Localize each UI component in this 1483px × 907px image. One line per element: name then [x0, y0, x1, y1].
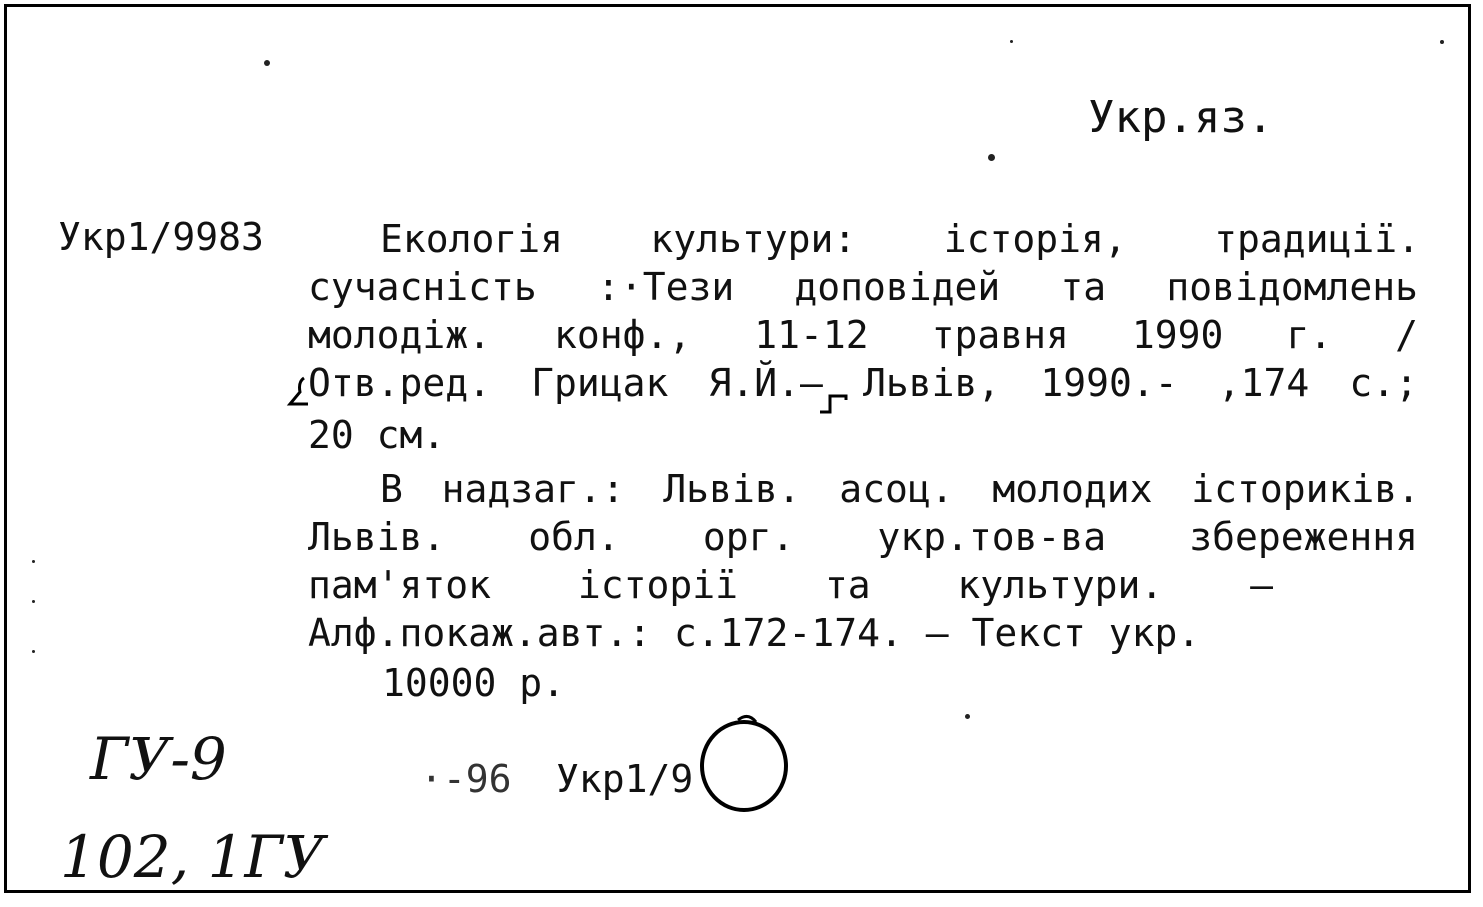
handwritten-note-1: ГУ-9 — [90, 725, 227, 793]
speck — [32, 600, 35, 603]
speck — [988, 154, 995, 161]
speck — [965, 714, 970, 719]
note-line-1: В надзаг.: Львів. асоц. молодих істориків. — [380, 467, 1420, 511]
title-line-3: молодіж. конф., 11-12 травня 1990 г. / — [308, 313, 1418, 357]
speck — [1010, 40, 1013, 43]
bracket-mark-icon — [818, 388, 850, 418]
subject-heading: Укр.яз. — [1088, 92, 1274, 143]
call-number: Укр1/9983 — [58, 215, 264, 259]
title-line-1: Екологія культури: історія, традиції. — [380, 217, 1420, 261]
speck — [264, 60, 270, 66]
title-line-4: Отв.ред. Грицак Я.Й.– Львів, 1990.- ,174 с.; — [308, 361, 1418, 405]
handwritten-note-2: 102, 1ГУ — [60, 823, 325, 891]
note-line-4: Алф.покаж.авт.: с.172-174. – Текст укр. — [308, 611, 1201, 655]
note-line-3: пам'яток історії та культури. – — [308, 563, 1273, 607]
speck — [1440, 40, 1444, 44]
bracket-mark-icon — [286, 374, 316, 414]
circle-stamp-icon — [694, 710, 798, 818]
speck — [32, 650, 35, 653]
price: 10000 р. — [382, 661, 566, 705]
footer-call-number: Укр1/9 — [556, 757, 694, 801]
speck — [32, 560, 35, 563]
footer-code: ·-96 — [420, 757, 512, 801]
title-line-5: 20 см. — [308, 413, 446, 457]
title-line-2: сучасність :·Тези доповідей та повідомлень — [308, 265, 1418, 309]
note-line-2: Львів. обл. орг. укр.тов-ва збереження — [308, 515, 1418, 559]
